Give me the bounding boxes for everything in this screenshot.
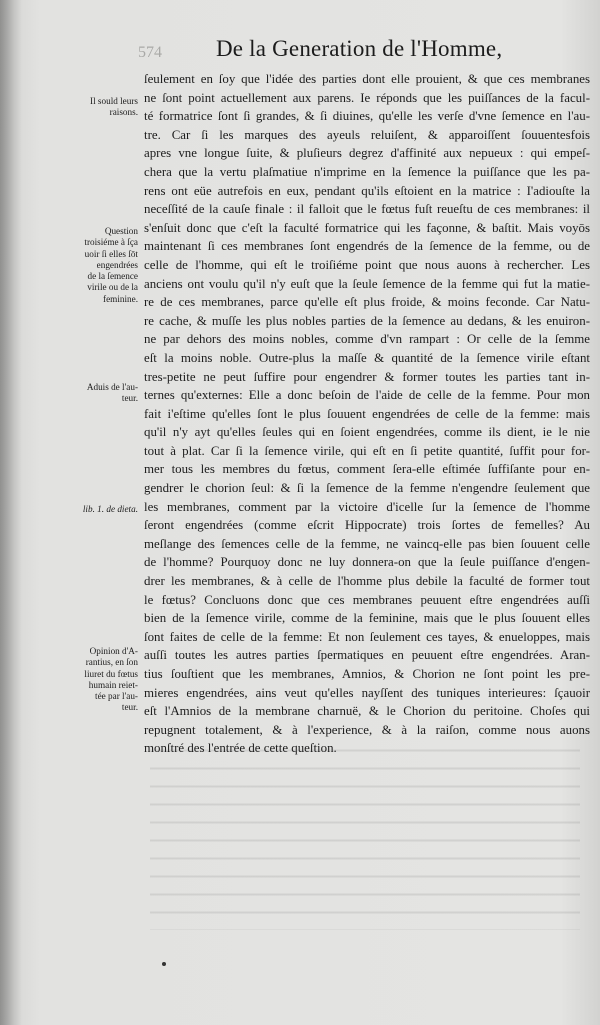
margin-note-line: virile ou de la: [87, 282, 138, 293]
margin-note-line: engendrées: [96, 259, 138, 270]
spine-shadow: [0, 0, 22, 1025]
body-line: ternes qu'externes: Elle a donc beſoin de l'aide de celle de la femme. Pour mon: [144, 388, 590, 403]
body-line: neceſſité de la cauſe finale : il falloit que le fœtus fuſt reueſtu de ces membranes: il: [144, 202, 590, 217]
body-line: tout à plat. Car ſi la ſemence virile, qui eſt en ſi petite quantité, ſuffit pour for-: [144, 443, 590, 458]
body-line: tre. Car ſi les marques des ayeuls reluiſent, & apparoiſſent ſouuentesfois: [144, 127, 590, 142]
body-line: apres vne longue ſuite, & pluſieurs degrez d'affinité aux nepueux : qui empeſ-: [144, 146, 590, 161]
body-line: le fœtus? Concluons donc que ces membranes peuuent eſtre engendrées auſſi: [144, 592, 590, 607]
bleed-through-text: [150, 740, 580, 930]
body-line: bien de la ſemence virile, comme de la feminine, mais que le plus ſouuent elles: [144, 611, 590, 626]
ink-spot: [162, 962, 166, 966]
body-line: re cache, & muſſe les plus nobles parties de la ſemence au dedans, & les enuiron-: [144, 313, 590, 328]
margin-note-line: teur.: [121, 702, 138, 713]
margin-note-line: Aduis de l'au-: [86, 382, 138, 392]
body-line: eſt l'Amnios de la membrane charnuë, & le Chorion du peritoine. Choſes qui: [144, 704, 590, 719]
body-line: les membranes, comment par la victoire d'icelle ſur la ſemence de l'homme: [144, 499, 590, 514]
body-line: qu'il n'y ayt qu'elles ſeules qui en ſoient engendrées, comme ils dient, ie le nie: [144, 425, 590, 440]
margin-note-line: lib. 1. de dieta.: [82, 504, 138, 514]
body-line: ſont faites de celle de la femme: Et non ſeulement ces tayes, & enueloppes, mais: [144, 629, 590, 644]
margin-note-line: raisons.: [109, 107, 138, 118]
body-line: eſt la moins noble. Outre-plus la maſſe & quantité de la ſemence virile eſtant: [144, 350, 590, 365]
body-line: drer les membranes, & à celle de l'homme plus debile la faculté de former tout: [144, 574, 590, 589]
margin-note-1: [60, 96, 138, 119]
body-line: de l'homme? Pourquoy donc ne luy donnera-on que la ſeule puiſſance d'engen-: [144, 555, 590, 570]
margin-note-line: troisiéme à ſça: [84, 237, 138, 248]
body-line: celle de l'homme, qui eſt le troiſiéme point que nous auons à rechercher. Les: [144, 257, 590, 272]
body-line: gendrer le chorion ſeul: & ſi la ſemence de la femme n'engendre ſeulement que: [144, 481, 590, 496]
body-line: auſſi toutes les autres parties ſpermatiques en peuuent eſtre engendrées. Aran-: [144, 648, 590, 663]
margin-note-3: [60, 382, 138, 405]
margin-note-line: feminine.: [103, 293, 138, 304]
margin-note-line: tée par l'au-: [95, 691, 138, 702]
body-line: mer tous les membres du fœtus, comment ſera-elle eſtimée ſuffiſante pour en-: [144, 462, 590, 477]
margin-note-line: de la ſemence: [87, 271, 138, 282]
body-line: ne par dehors des moins nobles, comme d'vn rampart : Or celle de la ſemme: [144, 332, 590, 347]
body-line: meſlange des ſemences celle de la femme, ne vaincq-elle pas bien ſouuent celle: [144, 536, 590, 551]
body-line: re de ces membranes, parce qu'elle eſt plus froide, & moins feconde. Car Natu-: [144, 295, 590, 310]
margin-note-line: liuret du fœtus: [84, 668, 138, 679]
body-line: tius ſouſtient que les membranes, Amnios, & Chorion ne ſont point les pre-: [144, 667, 590, 681]
body-text: [144, 70, 590, 758]
body-line: maintenant ſi ces membranes ſont engendrés de la ſemence de la femme, ou de: [144, 239, 590, 254]
body-line: monſtré des l'entrée de cette queſtion.: [144, 741, 337, 756]
body-line: anciens ont voulu qu'il n'y euſt que la ſeule ſemence de la femme qui fut la matie-: [144, 276, 590, 291]
page-number: 574: [138, 44, 162, 61]
margin-note-5: [60, 646, 138, 714]
margin-note-line: Question: [104, 226, 138, 236]
body-line: fait i'eſtime qu'elles ſont le plus ſouuent engendrées de celle de la femme: mais: [144, 406, 590, 421]
body-line: ſeront engendrées (comme eſcrit Hippocrate) trois ſortes de femelles? Au: [144, 518, 590, 533]
margin-note-4: [60, 504, 138, 515]
running-title: De la Generation de l'Homme,: [216, 36, 503, 61]
margin-note-line: rantius, en ſon: [85, 657, 138, 668]
body-line: rens ont eüe autrefois en eux, pendant qu'ils eſtoient en la matrice : I'adiouſte la: [144, 183, 590, 198]
body-line: tres-petite ne peut ſuffire pour engendrer & former toutes les parties tant in-: [144, 369, 590, 384]
margin-note-2: [60, 226, 138, 305]
body-line: ne ſont point actuellement aux parens. Ie réponds que les puiſſances de la facul-: [144, 90, 590, 105]
margin-note-line: humain reiet-: [88, 679, 138, 690]
margin-note-line: uoir ſi elles ſōt: [84, 248, 138, 259]
body-line: té formatrice ſont ſi grandes, & ſi diuines, qu'elle les verſe d'vne ſemence en l'au-: [144, 109, 590, 124]
body-line: ſeulement en ſoy que l'idée des parties dont elle prouient, & que ces membranes: [144, 72, 590, 86]
body-line: s'enſuit donc que c'eſt la faculté formatrice qui les façonne, & baſtit. Mais voyōs: [144, 220, 590, 235]
margin-note-line: Il sould leurs: [90, 96, 138, 106]
body-line: repugnent totalement, & à l'experience, & à la raiſon, comme nous auons: [144, 722, 590, 737]
margin-note-line: teur.: [121, 393, 138, 404]
body-line: chera que la vertu plaſmatiue n'imprime en la ſemence la puiſſance que les pa-: [144, 164, 590, 179]
body-line: mieres engendrées, ains veut qu'elles nayſſent des tuniques interieures: ſçauoir: [144, 685, 590, 700]
margin-note-line: Opinion d'A-: [89, 646, 138, 656]
